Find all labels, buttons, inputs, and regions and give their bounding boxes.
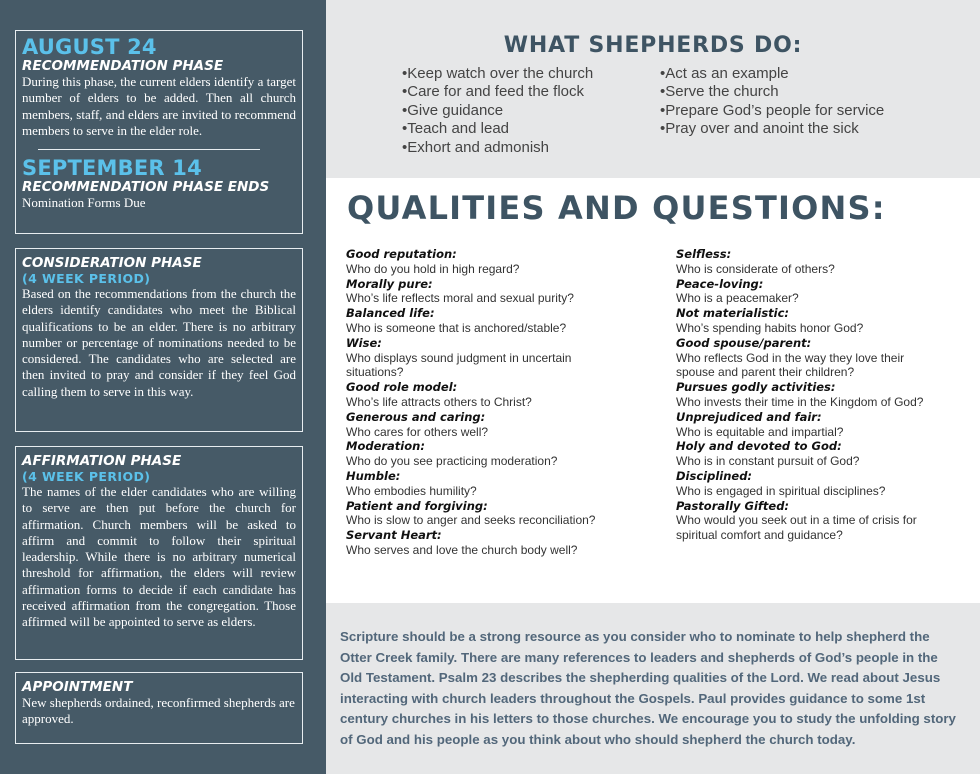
quality-question: Who is someone that is anchored/stable?: [346, 320, 567, 335]
quality-label: Balanced life:: [346, 306, 435, 321]
shepherd-duty: •Act as an example: [660, 65, 789, 82]
shepherds-title: WHAT SHEPHERDS DO:: [503, 33, 803, 58]
scripture-section: [326, 603, 980, 774]
quality-label: Not materialistic:: [676, 306, 790, 321]
what-shepherds-do-section: [326, 0, 980, 178]
quality-item: [676, 306, 928, 336]
qualities-title: QUALITIES AND QUESTIONS:: [347, 189, 886, 227]
quality-item: [676, 410, 928, 440]
quality-label: Unprejudiced and fair:: [676, 409, 822, 424]
quality-item: [346, 277, 614, 307]
quality-item: [346, 528, 614, 558]
quality-item: [346, 306, 614, 336]
consideration-period: (4 WEEK PERIOD): [22, 271, 151, 286]
shepherd-duty: •Teach and lead: [402, 120, 509, 138]
quality-question: Who do you hold in high regard?: [346, 261, 520, 276]
nomination-forms-text: Nomination Forms Due: [22, 195, 146, 211]
quality-item: [676, 380, 928, 410]
affirmation-phase-heading: AFFIRMATION PHASE: [22, 453, 182, 469]
quality-label: Good spouse/parent:: [676, 335, 812, 350]
shepherd-duty: •Pray over and anoint the sick: [660, 120, 859, 138]
quality-item: [676, 499, 928, 543]
quality-item: [346, 499, 614, 529]
quality-label: Disciplined:: [676, 468, 753, 483]
section-divider: [38, 149, 260, 150]
shepherd-duties-left: [402, 65, 593, 157]
quality-question: Who cares for others well?: [346, 424, 489, 439]
consideration-phase-text: Based on the recommendations from the church the elders identify candidates who meet the Biblical qualifications to be an elder. There is no arbitrary number or percentage of nominations needed to be considered. The candidates who are selected are then invited to pray and consider if they feel God calling them to serve in this way.: [22, 286, 296, 399]
quality-question: Who is equitable and impartial?: [676, 424, 844, 439]
quality-item: [346, 469, 614, 499]
quality-label: Pastorally Gifted:: [676, 498, 790, 513]
quality-item: [676, 469, 928, 499]
shepherd-duty: •Give guidance: [402, 101, 504, 119]
scripture-paragraph: Scripture should be a strong resource as you consider who to nominate to help shepherd the Otter Creek family. There are many references to leaders and shepherds of God’s people in the Old Testament. Psalm 23 describes the shepherding qualities of the Lord. We read about Jesus interacting with church leaders throughout the Gospels. Paul provides guidance to some 1st century churches in his letters to those churches. We encourage you to study the unfolding story of God and his people as you think about who should shepherd the church today.: [340, 629, 956, 747]
august-date: AUGUST 24: [22, 35, 157, 59]
shepherd-duty: •Prepare God’s people for service: [660, 101, 885, 119]
quality-label: Holy and devoted to God:: [676, 439, 842, 454]
quality-item: [676, 277, 928, 307]
affirmation-period: (4 WEEK PERIOD): [22, 469, 151, 484]
consideration-phase-heading: CONSIDERATION PHASE: [22, 255, 202, 271]
quality-question: Who serves and love the church body well?: [346, 542, 578, 557]
affirmation-phase-text: The names of the elder candidates who are willing to serve are then put before the church for affirmation. Church members will be asked to affirm and commit to follow their spiritual leadership. While there is no arbitrary numerical threshold for affirmation, the elders will review affirmation forms to decide if each candidate has received affirmation from the congregation. Those affirmed will be appointed to serve as elders.: [22, 484, 296, 630]
quality-question: Who reflects God in the way they love their spouse and parent their children?: [676, 350, 905, 380]
quality-label: Good reputation:: [346, 247, 457, 261]
recommendation-phase-heading: RECOMMENDATION PHASE: [22, 58, 224, 74]
appointment-heading: APPOINTMENT: [22, 679, 133, 695]
recommendation-phase-text: During this phase, the current elders identify a target number of elders to be added. Then all church members, staff, and elders are invited to recommend members to serve in the elder role.: [22, 74, 296, 138]
quality-question: Who is slow to anger and seeks reconciliation?: [346, 513, 596, 528]
qualities-left-column: [346, 247, 614, 558]
quality-question: Who is in constant pursuit of God?: [676, 454, 860, 469]
quality-label: Generous and caring:: [346, 409, 486, 424]
quality-label: Servant Heart:: [346, 528, 442, 543]
quality-label: Selfless:: [676, 247, 732, 261]
quality-label: Peace-loving:: [676, 276, 764, 291]
quality-label: Moderation:: [346, 439, 425, 454]
recommendation-ends-heading: RECOMMENDATION PHASE ENDS: [22, 179, 270, 196]
shepherd-duties-right: [660, 65, 884, 139]
quality-question: Who invests their time in the Kingdom of God?: [676, 394, 924, 409]
recommendation-box: [15, 30, 303, 234]
quality-item: [676, 247, 928, 277]
quality-label: Good role model:: [346, 380, 458, 395]
quality-question: Who’s life attracts others to Christ?: [346, 394, 532, 409]
shepherd-duty: •Exhort and admonish: [402, 138, 550, 156]
quality-label: Morally pure:: [346, 276, 433, 291]
quality-question: Who is engaged in spiritual disciplines?: [676, 483, 886, 498]
affirmation-box: [15, 446, 303, 660]
quality-label: Pursues godly activities:: [676, 380, 836, 395]
quality-item: [346, 247, 614, 277]
september-date: SEPTEMBER 14: [22, 156, 202, 181]
quality-question: Who displays sound judgment in uncertain situations?: [346, 350, 572, 380]
appointment-box: [15, 672, 303, 744]
quality-question: Who do you see practicing moderation?: [346, 454, 558, 469]
quality-item: [676, 336, 928, 380]
consideration-box: [15, 248, 303, 432]
quality-label: Wise:: [346, 335, 382, 350]
quality-question: Who would you seek out in a time of crisis for spiritual comfort and guidance?: [676, 513, 917, 543]
qualities-right-column: [676, 247, 928, 543]
quality-item: [346, 336, 614, 380]
quality-item: [346, 439, 614, 469]
quality-question: Who’s life reflects moral and sexual purity?: [346, 291, 574, 306]
quality-item: [346, 380, 614, 410]
quality-item: [676, 439, 928, 469]
quality-question: Who embodies humility?: [346, 483, 477, 498]
quality-label: Patient and forgiving:: [346, 498, 488, 513]
shepherd-duty: •Serve the church: [660, 83, 779, 101]
shepherd-duty: •Care for and feed the flock: [402, 83, 585, 101]
quality-question: Who is considerate of others?: [676, 261, 835, 276]
timeline-sidebar: [0, 0, 326, 774]
quality-question: Who is a peacemaker?: [676, 291, 799, 306]
shepherd-duty: •Keep watch over the church: [402, 65, 594, 82]
appointment-text: New shepherds ordained, reconfirmed shepherds are approved.: [22, 695, 295, 727]
quality-question: Who’s spending habits honor God?: [676, 320, 864, 335]
quality-label: Humble:: [346, 468, 401, 483]
quality-item: [346, 410, 614, 440]
